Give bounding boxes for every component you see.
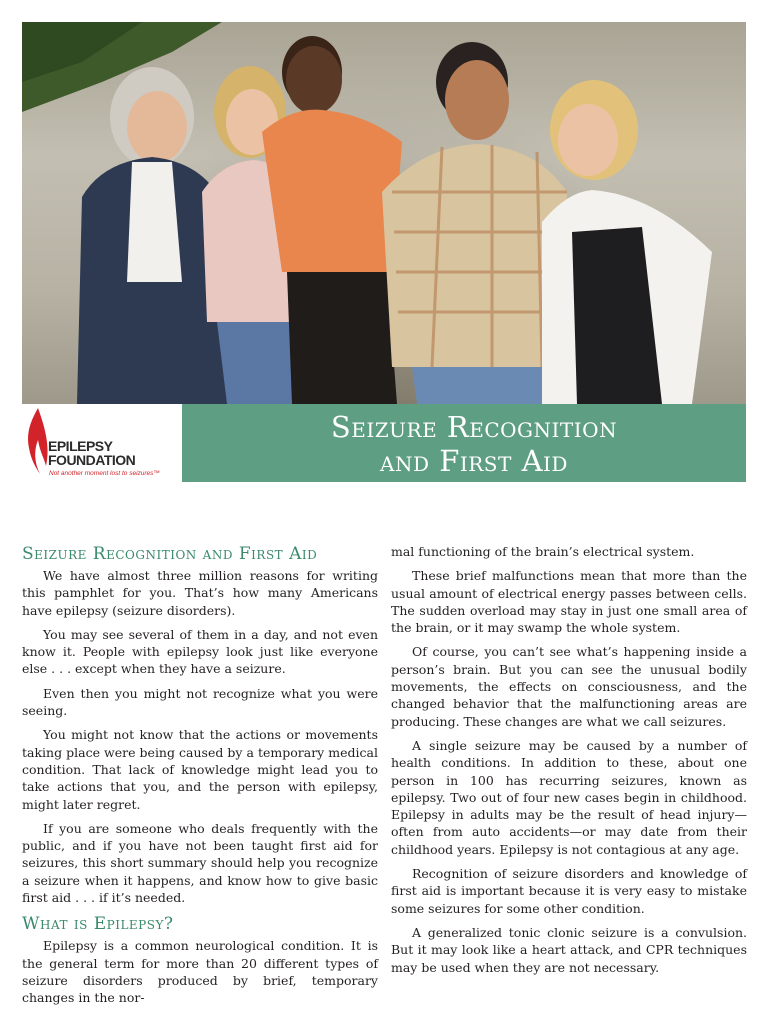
paragraph: Of course, you can’t see what’s happening inside a person’s brain. But you can see the unusual bodily movements, the effects on consciousness, and the changed behavior that the malfunctioning areas are producing. These changes are what we call seizures. — [391, 644, 747, 729]
flame-icon — [26, 408, 48, 474]
epilepsy-foundation-logo — [22, 404, 182, 482]
paragraph: You may see several of them in a day, and not even know it. People with epilepsy look just like everyone else . . . except when they have a seizure. — [22, 626, 378, 677]
paragraph: Even then you might not recognize what you were seeing. — [22, 685, 378, 719]
title-banner — [22, 404, 746, 482]
paragraph: A generalized tonic clonic seizure is a convulsion. But it may look like a heart attack, and CPR techniques may be used when they are not necessary. — [391, 924, 747, 975]
logo-line-2: FOUNDATION — [48, 452, 136, 468]
section-heading-recognition: Seizure Recognition and First Aid — [22, 544, 318, 564]
logo-line-1: EPILEPSY — [48, 438, 113, 454]
paragraph: A single seizure may be caused by a number of health conditions. In addition to these, about one person in 100 has recurring seizures, known as epilepsy. Two out of four new cases begin in childhood. Epilepsy in adults may be the result of head injury—often from auto accidents—or may date from their childhood years. Epilepsy is not contagious at any age. — [391, 737, 747, 857]
right-column — [391, 543, 747, 983]
cover-photo — [22, 22, 746, 404]
left-column — [22, 543, 378, 1014]
section-heading-what-is-epilepsy: What is Epilepsy? — [22, 914, 174, 935]
group-photo-illustration — [22, 22, 746, 404]
logo-tagline: Not another moment lost to seizures™ — [49, 470, 160, 477]
paragraph: We have almost three million reasons for writing this pamphlet for you. That’s how many Americans have epilepsy (seizure disorders). — [22, 568, 378, 618]
paragraph-continuation: mal functioning of the brain’s electrical system. — [391, 544, 695, 559]
page-title — [232, 410, 716, 478]
paragraph: Epilepsy is a common neurological condition. It is the general term for more than 20 different types of seizure disorders produced by brief, temporary changes in the nor- — [22, 938, 378, 1006]
paragraph: Recognition of seizure disorders and knowledge of first aid is important because it is very easy to mistake some seizures for some other condition. — [391, 866, 747, 916]
paragraph: These brief malfunctions mean that more than the usual amount of electrical energy passes between cells. The sudden overload may stay in just one small area of the brain, or it may swamp the whole system. — [391, 568, 747, 636]
paragraph: You might not know that the actions or movements taking place were being caused by a temporary medical condition. That lack of knowledge might lead you to take actions that you, and the person with epilepsy, might later regret. — [22, 727, 378, 812]
title-line-2: and First Aid — [380, 444, 568, 478]
paragraph: If you are someone who deals frequently with the public, and if you have not been taught first aid for seizures, this short summary should help you recognize a seizure when it happens, and know how to give basic first aid . . . if it’s needed. — [22, 820, 378, 906]
title-line-1: Seizure Recognition — [330, 410, 618, 444]
